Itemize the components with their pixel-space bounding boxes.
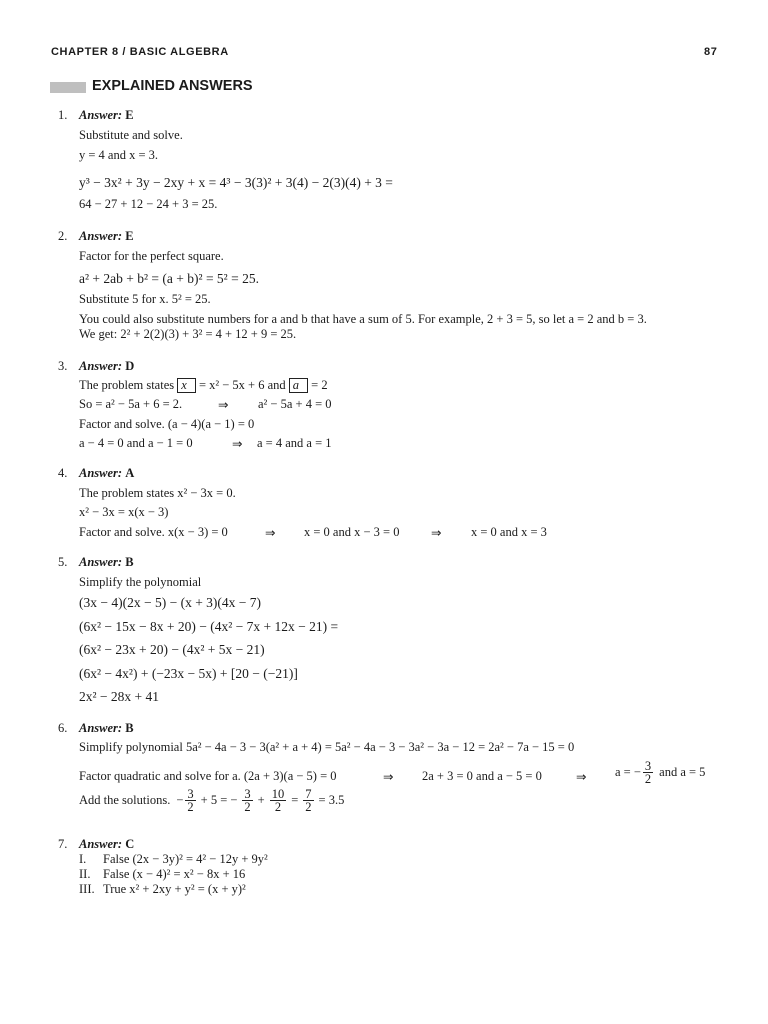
implies-arrow: ⇒	[232, 437, 243, 451]
fraction	[185, 788, 195, 813]
answer-label-line	[79, 837, 134, 852]
text-line: Substitute and solve.	[79, 128, 183, 142]
math-line: a = 4 and a = 1	[257, 436, 332, 450]
answer-number: 3.	[58, 359, 68, 373]
answer-label: Answer:	[79, 555, 123, 569]
section-bar	[50, 82, 86, 93]
numerator: 3	[187, 787, 194, 801]
answer-letter: A	[125, 466, 135, 480]
roman-numeral: I.	[79, 852, 87, 866]
numerator: 3	[244, 787, 251, 801]
text-line: You could also substitute numbers for a and b that have a sum of 5. For example, 2 + 3 = 5, so let a = 2 and b = 3.	[79, 312, 647, 326]
text-line: Simplify the polynomial	[79, 575, 202, 589]
math-line: x = 0 and x = 3	[471, 525, 547, 539]
math-line: a² + 2ab + b² = (a + b)² = 5² = 25.	[79, 271, 259, 286]
math-line: Factor and solve. (a − 4)(a − 1) = 0	[79, 417, 255, 431]
math-line: Factor quadratic and solve for a. (2a + 3)(a − 5) = 0	[79, 769, 337, 783]
text-line: Substitute 5 for x. 5² = 25.	[79, 292, 211, 306]
answer-number: 1.	[58, 108, 68, 122]
chapter-heading: CHAPTER 8 / BASIC ALGEBRA	[51, 46, 229, 58]
math-line	[79, 378, 328, 393]
text-segment: −	[176, 793, 184, 807]
answer-label-line	[79, 359, 134, 374]
math-line: (3x − 4)(2x − 5) − (x + 3)(4x − 7)	[79, 595, 262, 610]
math-line: 64 − 27 + 12 − 24 + 3 = 25.	[79, 197, 218, 211]
math-line: The problem states x² − 3x = 0.	[79, 486, 236, 500]
denominator: 2	[305, 800, 312, 814]
math-line: 2a + 3 = 0 and a − 5 = 0	[422, 769, 542, 783]
numerator: 10	[271, 787, 285, 801]
math-line: So = a² − 5a + 6 = 2.	[79, 397, 183, 411]
answer-letter: C	[125, 837, 135, 851]
implies-arrow: ⇒	[383, 770, 394, 784]
answer-label: Answer:	[79, 229, 123, 243]
answer-letter: B	[125, 721, 134, 735]
denominator: 2	[274, 800, 282, 814]
answer-number: 6.	[58, 721, 68, 735]
implies-arrow: ⇒	[265, 526, 276, 540]
text-segment: =	[291, 793, 299, 807]
numerator: 7	[305, 787, 312, 801]
implies-arrow: ⇒	[576, 770, 587, 784]
boxed-variable: a	[289, 378, 308, 393]
answer-letter: B	[125, 555, 134, 569]
text-segment: and a = 5	[659, 765, 706, 779]
math-line: y = 4 and x = 3.	[79, 148, 159, 162]
answer-number: 7.	[58, 837, 68, 851]
answer-label: Answer:	[79, 108, 123, 122]
text-segment: = 3.5	[318, 793, 345, 807]
answer-letter: E	[125, 229, 134, 243]
denominator: 2	[244, 800, 251, 814]
roman-numeral: II.	[79, 867, 91, 881]
page-number: 87	[704, 46, 718, 58]
math-line: x² − 3x = x(x − 3)	[79, 505, 169, 519]
answer-letter: D	[125, 359, 135, 373]
math-line: Factor and solve. x(x − 3) = 0	[79, 525, 228, 539]
math-line: a − 4 = 0 and a − 1 = 0	[79, 436, 193, 450]
text-segment: The problem states	[79, 378, 175, 392]
statement-line: True x² + 2xy + y² = (x + y)²	[103, 882, 246, 896]
section-title: EXPLAINED ANSWERS	[92, 78, 253, 94]
implies-arrow: ⇒	[218, 398, 229, 412]
math-line: (6x² − 4x²) + (−23x − 5x) + [20 − (−21)]	[79, 666, 298, 681]
math-line	[79, 788, 344, 813]
answer-letter: E	[125, 108, 134, 122]
text-segment: = x² − 5x + 6 and	[198, 378, 286, 392]
answer-label-line	[79, 555, 134, 570]
numerator: 3	[644, 759, 652, 773]
math-line: x = 0 and x − 3 = 0	[304, 525, 400, 539]
boxed-variable: x	[177, 378, 196, 393]
implies-arrow: ⇒	[431, 526, 442, 540]
answer-number: 4.	[58, 466, 68, 480]
answer-label-line	[79, 229, 134, 244]
text-segment: a = −	[615, 765, 641, 779]
text-line: We get: 2² + 2(2)(3) + 3² = 4 + 12 + 9 = 25.	[79, 327, 297, 341]
math-line	[615, 760, 705, 785]
text-segment: = 2	[311, 378, 328, 392]
answer-label: Answer:	[79, 837, 123, 851]
text-segment: +	[257, 793, 265, 807]
denominator: 2	[187, 800, 194, 814]
statement-line: False (2x − 3y)² = 4² − 12y + 9y²	[103, 852, 268, 866]
fraction	[303, 788, 313, 813]
fraction	[270, 788, 287, 813]
math-line: 2x² − 28x + 41	[79, 689, 160, 704]
math-line: a² − 5a + 4 = 0	[258, 397, 332, 411]
math-line: (6x² − 23x + 20) − (4x² + 5x − 21)	[79, 642, 265, 657]
math-line: y³ − 3x² + 3y − 2xy + x = 4³ − 3(3)² + 3(4) − 2(3)(4) + 3 =	[79, 175, 393, 190]
text-line: Factor for the perfect square.	[79, 249, 224, 263]
answer-label-line	[79, 721, 134, 736]
answer-label: Answer:	[79, 466, 123, 480]
fraction	[242, 788, 252, 813]
answer-label-line	[79, 466, 134, 481]
denominator: 2	[644, 772, 652, 786]
answer-number: 2.	[58, 229, 68, 243]
answer-label-line	[79, 108, 134, 123]
text-segment: + 5 = −	[200, 793, 238, 807]
math-line: (6x² − 15x − 8x + 20) − (4x² − 7x + 12x − 21) =	[79, 619, 339, 634]
fraction	[643, 760, 653, 785]
math-line: Simplify polynomial 5a² − 4a − 3 − 3(a² + a + 4) = 5a² − 4a − 3 − 3a² − 3a − 12 = 2a² − 7a − 15 = 0	[79, 740, 575, 754]
answer-label: Answer:	[79, 359, 123, 373]
roman-numeral: III.	[79, 882, 95, 896]
statement-line: False (x − 4)² = x² − 8x + 16	[103, 867, 246, 881]
text-segment: Add the solutions.	[79, 793, 171, 807]
answer-label: Answer:	[79, 721, 123, 735]
answer-number: 5.	[58, 555, 68, 569]
